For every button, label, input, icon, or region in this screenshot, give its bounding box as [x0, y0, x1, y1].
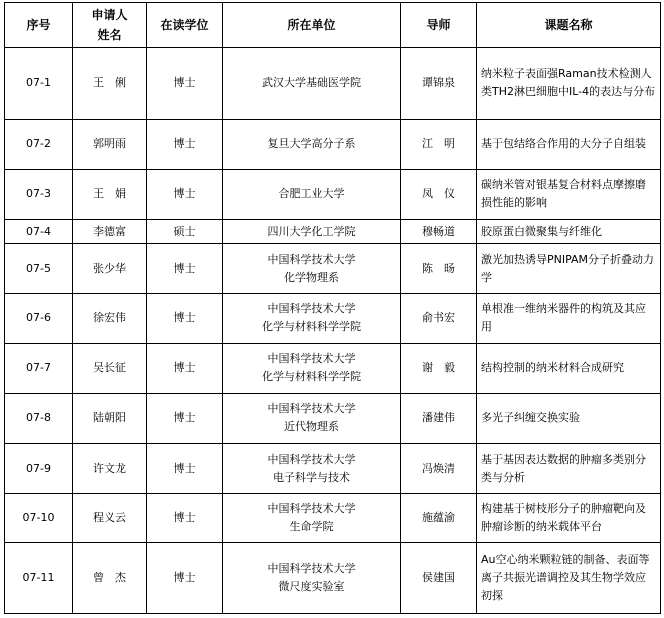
cell-unit [223, 119, 401, 169]
table-row [5, 219, 661, 244]
table-row [5, 293, 661, 343]
cell-degree: 博士 [147, 494, 223, 543]
cell-name: 李德富 [73, 219, 147, 244]
cell-topic: 碳纳米管对银基复合材料点摩擦磨损性能的影响 [477, 169, 661, 219]
unit-line-1: 复旦大学高分子系 [267, 137, 356, 151]
unit-line-2: 电子科学与技术 [273, 470, 350, 484]
cell-name: 徐宏伟 [73, 293, 147, 343]
cell-name: 程义云 [73, 494, 147, 543]
cell-unit [223, 393, 401, 443]
unit-line-2: 化学与材料科学学院 [262, 370, 361, 384]
scholarship-table [4, 2, 661, 614]
header-degree: 在读学位 [147, 3, 223, 48]
unit-line-1: 中国科学技术大学 [267, 302, 356, 316]
cell-advisor: 谢 毅 [401, 343, 477, 393]
cell-advisor: 侯建国 [401, 543, 477, 614]
cell-unit [223, 219, 401, 244]
cell-seq: 07-6 [5, 293, 73, 343]
unit-line-1: 合肥工业大学 [278, 187, 345, 201]
cell-unit [223, 169, 401, 219]
unit-line-2: 近代物理系 [284, 420, 339, 434]
cell-topic: 基于包结络合作用的大分子自组装 [477, 119, 661, 169]
cell-topic: Au空心纳米颗粒链的制备、表面等离子共振光谱调控及其生物学效应初探 [477, 543, 661, 614]
unit-line-2: 化学物理系 [284, 270, 339, 284]
cell-topic: 激光加热诱导PNIPAM分子折叠动力学 [477, 244, 661, 293]
unit-line-1: 中国科学技术大学 [267, 252, 356, 266]
cell-advisor: 冯焕清 [401, 444, 477, 494]
header-advisor: 导师 [401, 3, 477, 48]
header-seq: 序号 [5, 3, 73, 48]
cell-seq: 07-8 [5, 393, 73, 443]
cell-advisor: 陈 旸 [401, 244, 477, 293]
cell-name: 张少华 [73, 244, 147, 293]
unit-line-1: 中国科学技术大学 [267, 352, 356, 366]
table-row [5, 119, 661, 169]
header-row [5, 3, 661, 48]
cell-seq: 07-7 [5, 343, 73, 393]
cell-seq: 07-3 [5, 169, 73, 219]
unit-line-1: 中国科学技术大学 [267, 502, 356, 516]
table-row [5, 543, 661, 614]
table-row [5, 444, 661, 494]
cell-name: 许文龙 [73, 444, 147, 494]
cell-unit [223, 48, 401, 120]
cell-seq: 07-11 [5, 543, 73, 614]
cell-seq: 07-2 [5, 119, 73, 169]
cell-unit [223, 244, 401, 293]
cell-degree: 博士 [147, 48, 223, 120]
cell-degree: 博士 [147, 393, 223, 443]
cell-unit [223, 343, 401, 393]
cell-topic: 单根准一维纳米器件的构筑及其应用 [477, 293, 661, 343]
unit-line-2: 化学与材料科学学院 [262, 320, 361, 334]
unit-line-2: 生命学院 [289, 520, 334, 534]
cell-seq: 07-5 [5, 244, 73, 293]
cell-seq: 07-9 [5, 444, 73, 494]
header-unit: 所在单位 [223, 3, 401, 48]
cell-advisor: 俞书宏 [401, 293, 477, 343]
cell-name: 陆朝阳 [73, 393, 147, 443]
table-row [5, 244, 661, 293]
table-row [5, 343, 661, 393]
cell-unit [223, 444, 401, 494]
cell-topic: 多光子纠缠交换实验 [477, 393, 661, 443]
cell-topic: 构建基于树枝形分子的肿瘤靶向及肿瘤诊断的纳米载体平台 [477, 494, 661, 543]
cell-degree: 博士 [147, 293, 223, 343]
cell-degree: 硕士 [147, 219, 223, 244]
cell-advisor: 潘建伟 [401, 393, 477, 443]
cell-topic: 胶原蛋白微聚集与纤维化 [477, 219, 661, 244]
table-row [5, 494, 661, 543]
unit-line-1: 中国科学技术大学 [267, 562, 356, 576]
header-applicant-label: 申请人姓名 [91, 8, 128, 42]
table-row [5, 169, 661, 219]
cell-name: 王 娟 [73, 169, 147, 219]
cell-degree: 博士 [147, 169, 223, 219]
header-applicant [73, 3, 147, 48]
cell-unit [223, 494, 401, 543]
unit-line-1: 中国科学技术大学 [267, 402, 356, 416]
unit-line-2: 微尺度实验室 [278, 580, 345, 594]
cell-topic: 纳米粒子表面强Raman技术检测人类TH2淋巴细胞中IL-4的表达与分布 [477, 48, 661, 120]
table-row [5, 48, 661, 120]
cell-advisor: 江 明 [401, 119, 477, 169]
cell-advisor: 施蕴渝 [401, 494, 477, 543]
cell-unit [223, 543, 401, 614]
cell-name: 吴长征 [73, 343, 147, 393]
cell-seq: 07-4 [5, 219, 73, 244]
cell-name: 王 俐 [73, 48, 147, 120]
cell-advisor: 凤 仪 [401, 169, 477, 219]
cell-degree: 博士 [147, 444, 223, 494]
cell-degree: 博士 [147, 119, 223, 169]
cell-degree: 博士 [147, 343, 223, 393]
unit-line-1: 武汉大学基础医学院 [262, 76, 361, 90]
cell-topic: 结构控制的纳米材料合成研究 [477, 343, 661, 393]
cell-advisor: 谭锦泉 [401, 48, 477, 120]
cell-advisor: 穆畅道 [401, 219, 477, 244]
unit-line-1: 四川大学化工学院 [267, 224, 356, 238]
cell-seq: 07-1 [5, 48, 73, 120]
unit-line-1: 中国科学技术大学 [267, 452, 356, 466]
cell-name: 曾 杰 [73, 543, 147, 614]
cell-seq: 07-10 [5, 494, 73, 543]
cell-topic: 基于基因表达数据的肿瘤多类别分类与分析 [477, 444, 661, 494]
table-row [5, 393, 661, 443]
cell-degree: 博士 [147, 244, 223, 293]
cell-degree: 博士 [147, 543, 223, 614]
cell-unit [223, 293, 401, 343]
header-topic: 课题名称 [477, 3, 661, 48]
cell-name: 郭明雨 [73, 119, 147, 169]
